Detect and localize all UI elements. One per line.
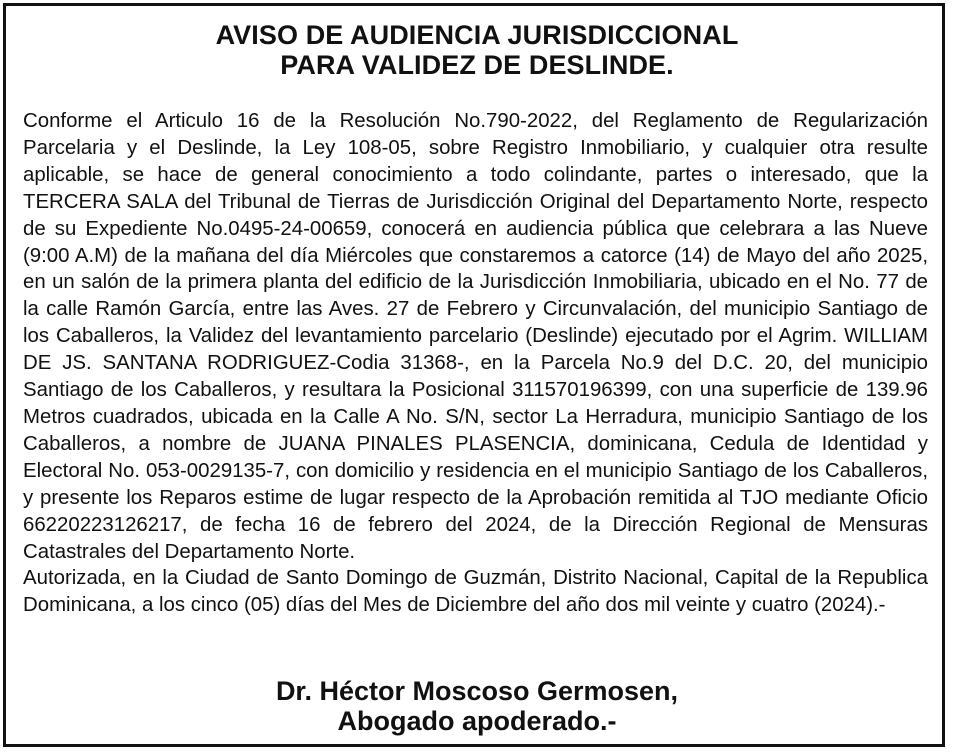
signature-name: Dr. Héctor Moscoso Germosen, [275,676,679,706]
notice-body [23,108,928,619]
signature-block [6,676,948,736]
body-paragraph-authorization: Autorizada, en la Ciudad de Santo Domingo de Guzmán, Distrito Nacional, Capital de la Republica Dominicana, a los cinco (05) días del Mes de Diciembre del año dos mil veinte y cuatro (2024).- [23,567,928,617]
body-paragraph-main: Conforme el Articulo 16 de la Resolución No.790-2022, del Reglamento de Regularización Parcelaria y el Deslinde, la Ley 108-05, sobre Registro Inmobiliario, y cualquier otra resulte aplicable, se hace de general conocimiento a todo colindante, partes o interesado, que la TERCERA SALA del Tribunal de Tierras de Jurisdicción Original del Departamento Norte, respecto de su Expediente No.0495-24-00659, conocerá en audiencia pública que celebrara a las Nueve (9:00 A.M) de la mañana del día Miércoles que constaremos a catorce (14) de Mayo del año 2025, en un salón de la primera planta del edificio de la Jurisdicción Inmobiliaria, ubicado en el No. 77 de la calle Ramón García, entre las Aves. 27 de Febrero y Circunvalación, del municipio Santiago de los Caballeros, la Validez del levantamiento parcelario (Deslinde) ejecutado por el Agrim. WILLIAM DE JS. SANTANA RODRIGUEZ-Codia 31368-, en la Parcela No.9 del D.C. 20, del municipio Santiago de los Caballeros, y resultara la Posicional 311570196399, con una superficie de 139.96 Metros cuadrados, ubicada en la Calle A No. S/N, sector La Herradura, municipio Santiago de los Caballeros, a nombre de JUANA PINALES PLASENCIA, dominicana, Cedula de Identidad y Electoral No. 053-0029135-7, con domicilio y residencia en el municipio Santiago de los Caballeros, y presente los Reparos estime de lugar respecto de la Aprobación remitida al TJO mediante Oficio 66220223126217, de fecha 16 de febrero del 2024, de la Dirección Regional de Mensuras Catastrales del Departamento Norte. [23,110,928,563]
notice-border [3,3,945,747]
title-line-2: PARA VALIDEZ DE DESLINDE. [280,50,674,80]
signature-role: Abogado apoderado.- [337,706,617,736]
notice-title [6,20,948,80]
title-line-1: AVISO DE AUDIENCIA JURISDICCIONAL [215,20,739,50]
